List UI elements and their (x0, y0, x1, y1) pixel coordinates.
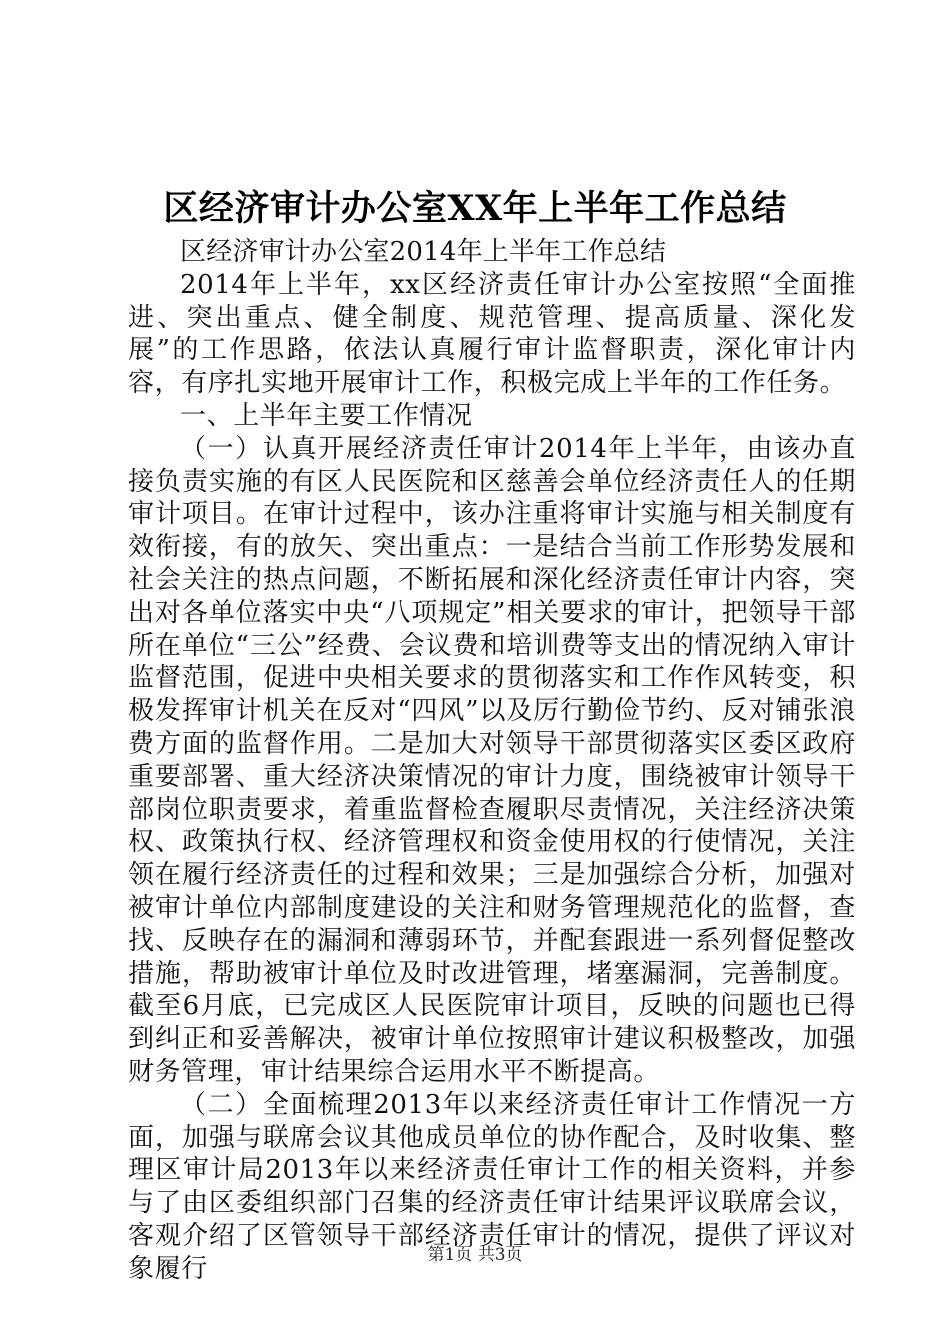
page-footer: 第1页 共3页 (427, 1245, 523, 1265)
section-two-paragraph: （二）全面梳理2013年以来经济责任审计工作情况一方面，加强与联席会议其他成员单位的协作配合，及时收集、整理区审计局2013年以来经济责任审计工作的相关资料，并参与了由区委组织部门召集的经济责任审计结果评议联席会议，客观介绍了区管领导干部经济责任审计的情况，提供了评议对象履行 (128, 1089, 856, 1284)
intro-paragraph: 2014年上半年，xx区经济责任审计办公室按照“全面推进、突出重点、健全制度、规范管理、提高质量、深化发展”的工作思路，依法认真履行审计监督职责，深化审计内容，有序扎实地开展审计工作，积极完成上半年的工作任务。 (128, 269, 856, 399)
section-one-paragraph: （一）认真开展经济责任审计2014年上半年，由该办直接负责实施的有区人民医院和区慈善会单位经济责任人的任期审计项目。在审计过程中，该办注重将审计实施与相关制度有效衔接，有的放矢、突出重点：一是结合当前工作形势发展和社会关注的热点问题，不断拓展和深化经济责任审计内容，突出对各单位落实中央“八项规定”相关要求的审计，把领导干部所在单位“三公”经费、会议费和培训费等支出的情况纳入审计监督范围，促进中央相关要求的贯彻落实和工作作风转变，积极发挥审计机关在反对“四风”以及厉行勤俭节约、反对铺张浪费方面的监督作用。二是加大对领导干部贯彻落实区委区政府重要部署、重大经济决策情况的审计力度，围绕被审计领导干部岗位职责要求，着重监督检查履职尽责情况，关注经济决策权、政策执行权、经济管理权和资金使用权的行使情况，关注领在履行经济责任的过程和效果；三是加强综合分析，加强对被审计单位内部制度建设的关注和财务管理规范化的监督，查找、反映存在的漏洞和薄弱环节，并配套跟进一系列督促整改措施，帮助被审计单位及时改进管理，堵塞漏洞，完善制度。截至6月底，已完成区人民医院审计项目，反映的问题也已得到纠正和妥善解决，被审计单位按照审计建议积极整改，加强财务管理，审计结果综合运用水平不断提高。 (128, 433, 856, 1087)
section-heading: 一、上半年主要工作情况 (180, 400, 473, 431)
document-title: 区经济审计办公室XX年上半年工作总结 (163, 188, 787, 229)
subtitle-paragraph: 区经济审计办公室2014年上半年工作总结 (180, 237, 667, 267)
document-body (128, 236, 856, 1286)
